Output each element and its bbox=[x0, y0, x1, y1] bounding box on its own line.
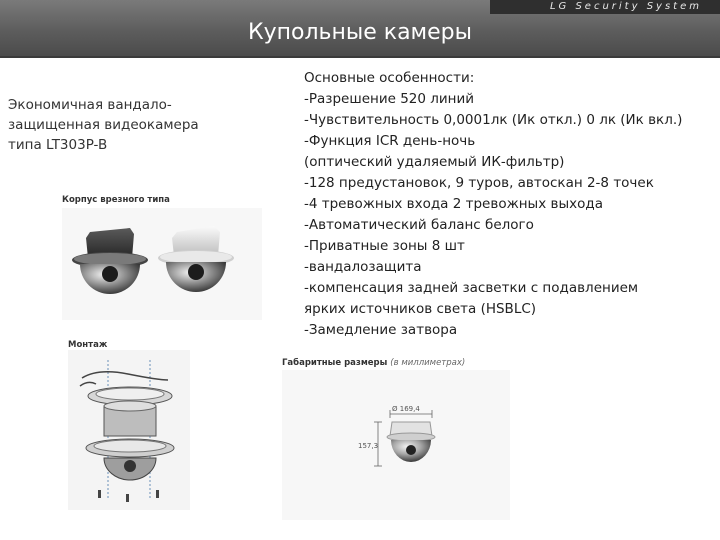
feature-list bbox=[304, 68, 714, 341]
dimensions-caption bbox=[282, 358, 465, 368]
housing-caption: Корпус врезного типа bbox=[62, 195, 170, 205]
brand-logo-text: LG Security System bbox=[549, 1, 702, 12]
dimension-drawing bbox=[282, 370, 510, 520]
page-title: Купольные камеры bbox=[247, 20, 473, 45]
feature-item: -Разрешение 520 линий bbox=[304, 91, 475, 107]
feature-heading: Основные особенности: bbox=[304, 70, 475, 86]
product-description bbox=[8, 95, 258, 155]
light-dome-camera bbox=[158, 226, 234, 292]
width-dimension-label: Ø 169,4 bbox=[392, 405, 420, 413]
feature-item: -Чувствительность 0,0001лк (Ик откл.) 0 лк (Ик вкл.) bbox=[304, 112, 683, 128]
brand-strip bbox=[490, 0, 720, 14]
feature-item: -Функция ICR день-ночь bbox=[304, 133, 476, 149]
camera-photos bbox=[62, 208, 262, 320]
feature-item: -компенсация задней засветки с подавлением bbox=[304, 280, 639, 296]
description-line: типа LT303P-B bbox=[8, 137, 108, 153]
height-dimension-label: 157,3 bbox=[358, 442, 379, 450]
description-line: защищенная видеокамера bbox=[8, 117, 199, 133]
mounting-diagram bbox=[68, 350, 190, 510]
feature-item: -Замедление затвора bbox=[304, 322, 458, 338]
feature-item: -128 предустановок, 9 туров, автоскан 2-8 точек bbox=[304, 175, 654, 191]
mounting-caption: Монтаж bbox=[68, 340, 108, 350]
feature-item: -Автоматический баланс белого bbox=[304, 217, 534, 233]
description-line: Экономичная вандало- bbox=[8, 97, 172, 113]
dome-cameras-illustration bbox=[62, 208, 262, 320]
dimensions-caption-label: Габаритные размеры bbox=[282, 358, 388, 368]
feature-item: (оптический удаляемый ИК-фильтр) bbox=[304, 154, 565, 170]
feature-item: -Приватные зоны 8 шт bbox=[304, 238, 465, 254]
feature-item: ярких источников света (HSBLC) bbox=[304, 301, 537, 317]
dimensions-diagram bbox=[282, 370, 510, 520]
feature-item: -вандалозащита bbox=[304, 259, 422, 275]
dimensions-unit: (в миллиметрах) bbox=[390, 358, 466, 368]
header-bar bbox=[0, 0, 720, 58]
dark-dome-camera bbox=[72, 228, 148, 294]
feature-item: -4 тревожных входа 2 тревожных выхода bbox=[304, 196, 603, 212]
exploded-mounting-illustration bbox=[68, 350, 190, 510]
